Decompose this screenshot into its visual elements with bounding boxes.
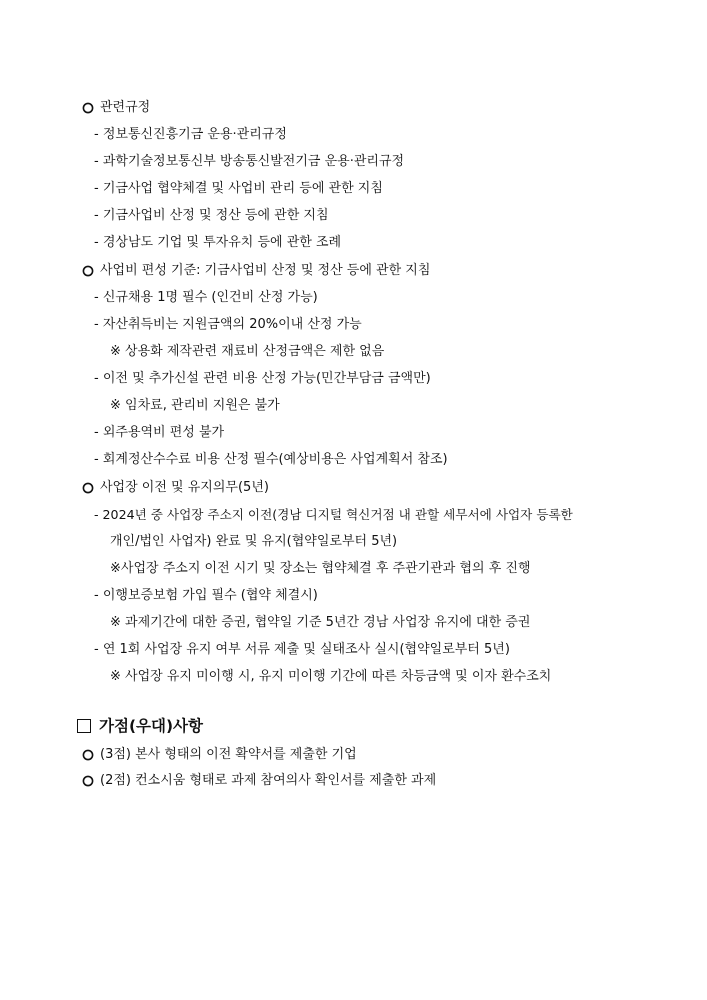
note-item: ※ 사업장 유지 미이행 시, 유지 미이행 기간에 따른 차등금액 및 이자 환수조치 bbox=[110, 669, 552, 684]
circle-bullet-icon bbox=[82, 749, 94, 761]
list-item: - 기금사업비 산정 및 정산 등에 관한 지침 bbox=[94, 208, 329, 223]
list-item: - 경상남도 기업 및 투자유치 등에 관한 조례 bbox=[94, 235, 342, 250]
list-item: - 기금사업 협약체결 및 사업비 관리 등에 관한 지침 bbox=[94, 181, 383, 196]
note-item: ※사업장 주소지 이전 시기 및 장소는 협약체결 후 주관기관과 협의 후 진행 bbox=[110, 561, 531, 576]
list-item: - 연 1회 사업장 유지 여부 서류 제출 및 실태조사 실시(협약일로부터 5년) bbox=[94, 642, 510, 657]
list-item: - 신규채용 1명 필수 (인건비 산정 가능) bbox=[94, 290, 318, 305]
bonus-item: (2점) 컨소시움 형태로 과제 참여의사 확인서를 제출한 과제 bbox=[100, 773, 437, 788]
bonus-item: (3점) 본사 형태의 이전 확약서를 제출한 기업 bbox=[100, 747, 357, 762]
note-item: ※ 과제기간에 대한 증권, 협약일 기준 5년간 경남 사업장 유지에 대한 증권 bbox=[110, 615, 531, 630]
list-item: - 과학기술정보통신부 방송통신발전기금 운용·관리규정 bbox=[94, 154, 405, 169]
list-item: - 외주용역비 편성 불가 bbox=[94, 425, 225, 440]
list-item: - 이행보증보험 가입 필수 (협약 체결시) bbox=[94, 588, 318, 603]
section-title-relocation: 사업장 이전 및 유지의무(5년) bbox=[100, 480, 269, 495]
section-title-budget: 사업비 편성 기준: 기금사업비 산정 및 정산 등에 관한 지침 bbox=[100, 263, 431, 278]
circle-bullet-icon bbox=[82, 482, 94, 494]
section-title-regulations: 관련규정 bbox=[100, 100, 151, 115]
note-item: ※ 상용화 제작관련 재료비 산정금액은 제한 없음 bbox=[110, 344, 385, 359]
list-item-continuation: 개인/법인 사업자) 완료 및 유지(협약일로부터 5년) bbox=[110, 534, 398, 549]
bonus-heading: 가점(우대)사항 bbox=[99, 717, 204, 735]
circle-bullet-icon bbox=[82, 102, 94, 114]
note-item: ※ 임차료, 관리비 지원은 불가 bbox=[110, 398, 280, 413]
list-item: - 정보통신진흥기금 운용·관리규정 bbox=[94, 127, 287, 142]
list-item: - 회계정산수수료 비용 산정 필수(예상비용은 사업계획서 참조) bbox=[94, 452, 448, 467]
circle-bullet-icon bbox=[82, 265, 94, 277]
list-item: - 이전 및 추가신설 관련 비용 산정 가능(민간부담금 금액만) bbox=[94, 371, 431, 386]
list-item: - 2024년 중 사업장 주소지 이전(경남 디지털 혁신거점 내 관할 세무서에 사업자 등록한 bbox=[94, 507, 573, 522]
square-bullet-icon bbox=[77, 719, 91, 733]
circle-bullet-icon bbox=[82, 775, 94, 787]
list-item: - 자산취득비는 지원금액의 20%이내 산정 가능 bbox=[94, 317, 362, 332]
